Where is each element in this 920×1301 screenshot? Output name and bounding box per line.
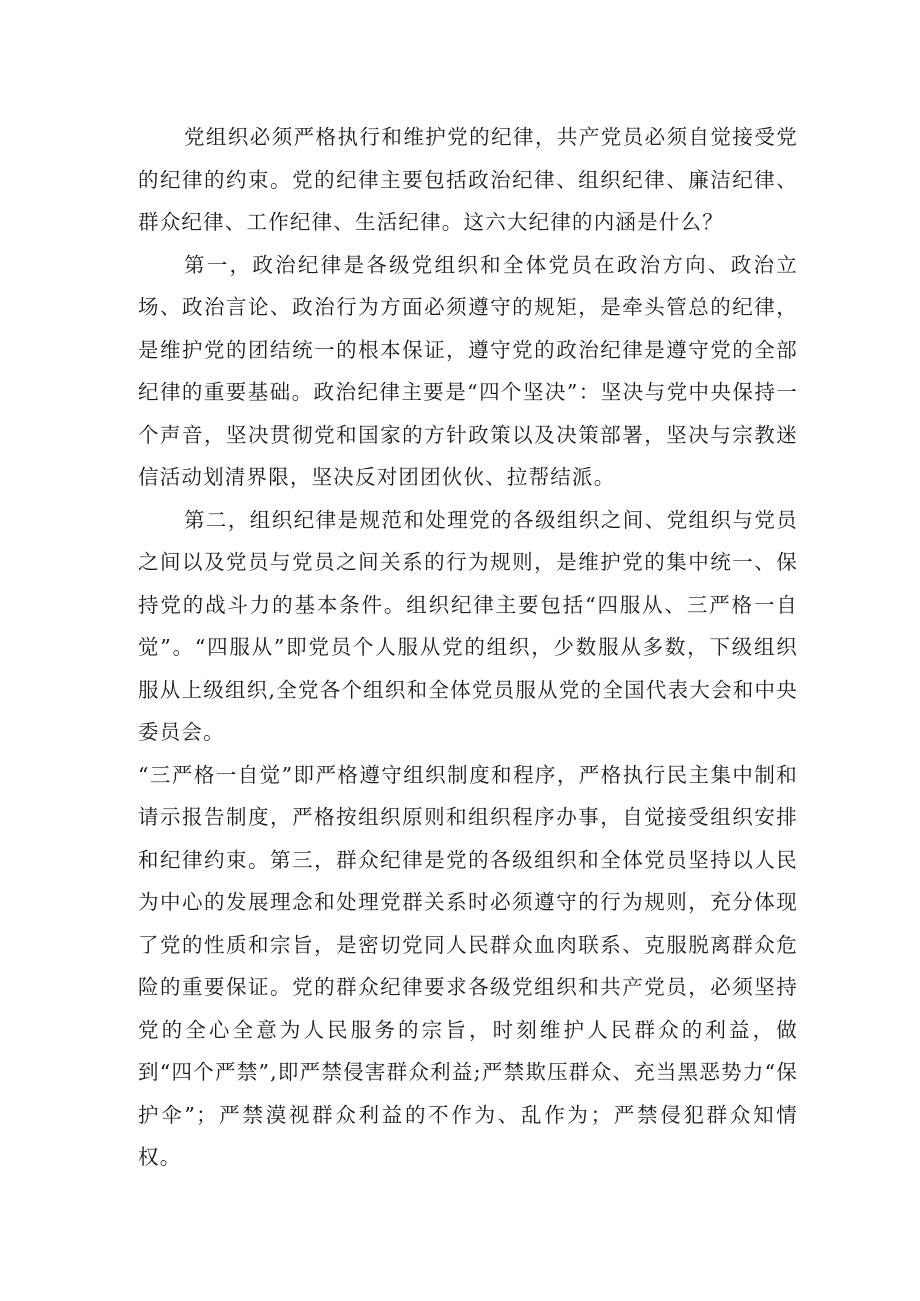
document-body <box>138 116 798 1179</box>
paragraph-intro: 党组织必须严格执行和维护党的纪律，共产党员必须自觉接受党的纪律的约束。党的纪律主要包括政治纪律、组织纪律、廉洁纪律、群众纪律、工作纪律、生活纪律。这六大纪律的内涵是什么？ <box>138 125 798 234</box>
paragraph-mass-discipline: “三严格一自觉”即严格遵守组织制度和程序，严格执行民主集中制和请示报告制度，严格按组织原则和组织程序办事，自觉接受组织安排和纪律约束。第三，群众纪律是党的各级组织和全体党员坚持以人民为中心的发展理念和处理党群关系时必须遵守的行为规则，充分体现了党的性质和宗旨，是密切党同人民群众血肉联系、克服脱离群众危险的重要保证。党的群众纪律要求各级党组织和共产党员，必须坚持党的全心全意为人民服务的宗旨，时刻维护人民群众的利益，做到“四个严禁”,即严禁侵害群众利益;严禁欺压群众、充当黑恶势力“保护伞”；严禁漠视群众利益的不作为、乱作为；严禁侵犯群众知情权。 <box>138 762 798 1169</box>
paragraph-political-discipline: 第一，政治纪律是各级党组织和全体党员在政治方向、政治立场、政治言论、政治行为方面必须遵守的规矩，是牵头管总的纪律，是维护党的团结统一的根本保证，遵守党的政治纪律是遵守党的全部纪律的重要基础。政治纪律主要是“四个坚决”：坚决与党中央保持一个声音，坚决贯彻党和国家的方针政策以及决策部署，坚决与宗教迷信活动划清界限，坚决反对团团伙伙、拉帮结派。 <box>138 252 798 489</box>
paragraph-organizational-discipline: 第二，组织纪律是规范和处理党的各级组织之间、党组织与党员之间以及党员与党员之间关系的行为规则，是维护党的集中统一、保持党的战斗力的基本条件。组织纪律主要包括“四服从、三严格一自觉”。“四服从”即党员个人服从党的组织，少数服从多数，下级组织服从上级组织,全党各个组织和全体党员服从党的全国代表大会和中央委员会。 <box>138 507 798 744</box>
